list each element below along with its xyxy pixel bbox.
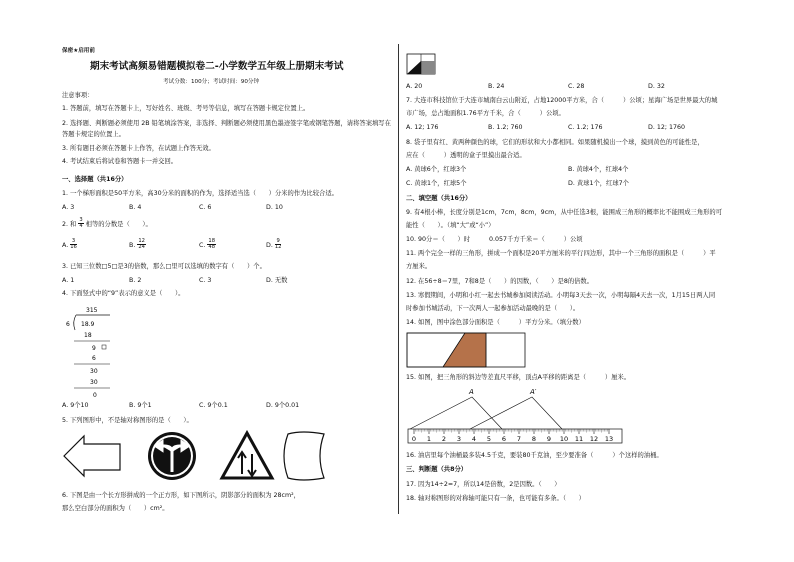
question-6-line-1: 6. 下图是由一个长方形拼成的一个正方形，如下图所示，阴影部分的面积为 28cm²， bbox=[62, 492, 300, 499]
division-step-2: 9 bbox=[92, 345, 96, 352]
question-12: 12. 在56÷8＝7里，7和8是（ ）的因数，（ ）是8的倍数。 bbox=[406, 278, 594, 285]
q3-option-d[interactable]: D. 无数 bbox=[266, 277, 288, 284]
ruler-number: 2 bbox=[441, 435, 447, 443]
question-11-line-2: 方厘米。 bbox=[406, 263, 432, 270]
q2-a-label: A. bbox=[62, 241, 69, 249]
q2-option-b[interactable] bbox=[129, 239, 146, 251]
section-fill-heading: 二、填空题（共16分） bbox=[406, 195, 472, 202]
question-9-line-1: 9. 有4根小棒，长度分别是1cm，7cm，8cm，9cm，从中任选3根，能围成三角形的概率比不能围成三角形的可 bbox=[406, 209, 723, 216]
question-13-line-2: 时参加书城活动，下一次两人一起参加活动最晚的是（ ）。 bbox=[406, 305, 580, 312]
q4-option-b[interactable]: B. 9个1 bbox=[129, 402, 152, 409]
ruler-number: 8 bbox=[531, 435, 537, 443]
q1-option-b[interactable]: B. 4 bbox=[129, 204, 142, 211]
q2-a-den: 16 bbox=[70, 244, 77, 251]
question-2 bbox=[62, 218, 152, 230]
q2-d-num: 9 bbox=[276, 238, 280, 244]
q8-option-a[interactable]: A. 黄球6个，红球3个 bbox=[406, 166, 467, 173]
column-divider bbox=[398, 44, 399, 514]
question-17: 17. 因为14÷2=7，所以14是倍数，2是因数。（ ） bbox=[406, 481, 561, 488]
q2-c-num: 18 bbox=[208, 238, 216, 244]
q6-square-figure bbox=[406, 53, 436, 75]
q2-option-d[interactable] bbox=[266, 239, 281, 251]
point-a-prime-label: A′ bbox=[530, 388, 537, 396]
question-10: 10. 90分＝（ ）时 0.057千方千米＝（ ）公顷 bbox=[406, 236, 583, 243]
q8-option-b[interactable]: B. 黄球4个，红球4个 bbox=[568, 166, 629, 173]
question-16: 16. 油店里每个油桶最多装4.5千克，要装80千克油，至少要准备（ ）个这样的油桶。 bbox=[406, 452, 663, 459]
q2-prefix: 2. 和 bbox=[62, 220, 77, 228]
q1-option-a[interactable]: A. 3 bbox=[62, 204, 75, 211]
q2-option-c[interactable] bbox=[199, 239, 216, 251]
question-18: 18. 轴对称图形的对称轴可能只有一条，也可能有多条。（ ） bbox=[406, 495, 585, 502]
q1-option-d[interactable]: D. 10 bbox=[266, 204, 283, 211]
q1-option-c[interactable]: C. 6 bbox=[199, 204, 212, 211]
notes-heading: 注意事项： bbox=[62, 92, 94, 99]
ruler-number: 9 bbox=[546, 435, 552, 443]
division-step-3: 6 bbox=[92, 355, 96, 362]
division-marker-box bbox=[102, 345, 106, 349]
question-3: 3. 已知三位数□5□是3的倍数，那么□里可以选填的数字有（ ）个。 bbox=[62, 263, 266, 270]
q4-option-c[interactable]: C. 9个0.1 bbox=[199, 402, 228, 409]
ruler-number: 6 bbox=[501, 435, 507, 443]
q2-suffix: 相等的分数是（ ）。 bbox=[85, 220, 152, 228]
division-step-1: 18 bbox=[84, 332, 92, 339]
q2-fraction bbox=[78, 218, 83, 230]
q6-option-c[interactable]: C. 28 bbox=[568, 83, 585, 90]
division-step-4: 30 bbox=[90, 368, 98, 375]
ruler-number: 11 bbox=[574, 435, 584, 443]
q2-frac-den: 4 bbox=[79, 223, 83, 230]
division-dividend: 18.9 bbox=[81, 321, 95, 328]
q4-option-a[interactable]: A. 9个10 bbox=[62, 402, 89, 409]
division-step-6: 0 bbox=[93, 392, 97, 399]
q7-option-b[interactable]: B. 1.2; 760 bbox=[488, 124, 523, 131]
q3-option-a[interactable]: A. 1 bbox=[62, 277, 75, 284]
option-b-round-sign[interactable] bbox=[148, 432, 196, 480]
section-choice-heading: 一、选择题（共16分） bbox=[62, 176, 128, 183]
question-5: 5. 下列图形中，不是轴对称图形的是（ ）。 bbox=[62, 417, 193, 424]
ruler-number: 12 bbox=[589, 435, 599, 443]
q2-c-frac bbox=[207, 239, 216, 251]
note-2: 2. 选择题、判断题必须使用 2B 铅笔填涂答案，非选择、判断题必须使用黑色墨迹签字笔或钢笔答题，请将答案填写在答题卡规定的位置上。 bbox=[62, 120, 391, 138]
ruler-number: 0 bbox=[411, 435, 417, 443]
q2-b-den: 24 bbox=[138, 244, 145, 251]
option-d-curved-figure[interactable] bbox=[284, 432, 324, 480]
option-c-triangle-sign[interactable] bbox=[222, 433, 272, 478]
q2-d-frac bbox=[275, 239, 282, 251]
q3-option-b[interactable]: B. 2 bbox=[129, 277, 142, 284]
question-8-line-2: 应在（ ）透明的盒子里摸出最合适。 bbox=[406, 152, 526, 159]
q7-option-d[interactable]: D. 12; 1760 bbox=[648, 124, 686, 131]
q14-figure bbox=[406, 332, 526, 368]
q6-option-d[interactable]: D. 32 bbox=[648, 83, 665, 90]
q2-c-label: C. bbox=[199, 241, 206, 249]
q15-ruler-figure bbox=[406, 385, 626, 445]
q2-c-den: 48 bbox=[208, 244, 216, 251]
division-divisor: 6 bbox=[66, 321, 70, 328]
division-quotient: 315 bbox=[86, 307, 98, 314]
q6-grey-rect bbox=[421, 61, 435, 74]
right-column bbox=[400, 0, 794, 562]
question-11-line-1: 11. 两个完全一样的三角形，拼成一个面积是20平方厘米的平行四边形，其中一个三角形的面积是（ ）平 bbox=[406, 250, 716, 257]
q8-option-c[interactable]: C. 黄球1个，红球5个 bbox=[406, 180, 467, 187]
question-7-line-2: 市广场，总占地面积1.76平方千米，合（ ）公顷。 bbox=[406, 110, 565, 117]
question-1: 1. 一个梯形面积是50平方米，高30分米的面积的作为，选择适当选（ ）分米的作为比较合适。 bbox=[62, 190, 338, 197]
q2-option-a[interactable] bbox=[62, 239, 77, 251]
q8-option-d[interactable]: D. 黄球1个，红球7个 bbox=[568, 180, 629, 187]
q2-b-label: B. bbox=[129, 241, 136, 249]
q7-option-a[interactable]: A. 12; 176 bbox=[406, 124, 439, 131]
q2-d-den: 12 bbox=[274, 244, 282, 251]
question-4: 4. 下面竖式中的“9”表示的意义是（ ）。 bbox=[62, 290, 185, 297]
q6-option-b[interactable]: B. 24 bbox=[488, 83, 505, 90]
question-7-line-1: 7. 大连市科技馆位于大连市城南白云山附近，占地12000平方米，合（ ）公顷；星海广场是世界最大的城 bbox=[406, 97, 718, 104]
note-1: 1. 答题前，填写在答题卡上，写好姓名、班级、考号等信息，填写在答题卡规定位置上。 bbox=[62, 105, 310, 112]
triangle-moved bbox=[470, 397, 562, 429]
confidential-mark: 保密★启用前 bbox=[62, 48, 95, 54]
q2-b-frac bbox=[137, 239, 146, 251]
q2-a-frac bbox=[70, 239, 77, 251]
ruler-number: 7 bbox=[516, 435, 522, 443]
ruler-number: 13 bbox=[604, 435, 614, 443]
q2-a-num: 3 bbox=[71, 238, 76, 244]
page-subtitle: 考试分数：100分；考试时间：90分钟 bbox=[163, 79, 260, 85]
option-a-arrow-figure[interactable] bbox=[64, 436, 120, 476]
ruler-number: 3 bbox=[456, 435, 462, 443]
triangle-original bbox=[410, 397, 502, 429]
question-13-line-1: 13. 寒假期间，小明和小红一起去书城参加阅读活动。小明每3天去一次，小明每隔4天去一次，1月15日两人同 bbox=[406, 292, 716, 299]
question-15: 15. 如图，把三角形的斜边等差直尺平移，顶点A平移的距离是（ ）厘米。 bbox=[406, 374, 631, 381]
question-9-line-2: 能性（ ）。（填“大”或“小”） bbox=[406, 222, 495, 229]
q2-d-label: D. bbox=[266, 241, 273, 249]
section-judge-heading: 三、判断题（共8分） bbox=[406, 466, 468, 473]
q3-option-c[interactable]: C. 3 bbox=[199, 277, 212, 284]
q6-option-a[interactable]: A. 20 bbox=[406, 83, 423, 90]
page-title: 期末考试高频易错题模拟卷二-小学数学五年级上册期末考试 bbox=[90, 61, 344, 72]
q4-option-d[interactable]: D. 9个0.01 bbox=[266, 402, 300, 409]
q7-option-c[interactable]: C. 1.2; 176 bbox=[568, 124, 603, 131]
q2-frac-num: 3 bbox=[79, 217, 83, 223]
point-a-label: A bbox=[469, 388, 474, 396]
question-14: 14. 如图，图中涂色部分面积是（ ）平方分米。（填分数） bbox=[406, 319, 585, 326]
division-bracket bbox=[74, 315, 76, 330]
ruler-number: 10 bbox=[559, 435, 569, 443]
ruler-number: 4 bbox=[471, 435, 477, 443]
division-step-5: 30 bbox=[90, 379, 98, 386]
q5-figures bbox=[62, 430, 332, 484]
ruler-number: 1 bbox=[426, 435, 432, 443]
question-8-line-1: 8. 袋子里有红、黄两种颜色的球，它们的形状和大小都相同。如果随机摸出一个球，摸到黄色的可能性是， bbox=[406, 139, 704, 146]
question-6-line-2: 那么空白部分的面积为（ ）cm²。 bbox=[62, 505, 169, 512]
note-4: 4. 考试结束后将试卷和答题卡一并交回。 bbox=[62, 158, 178, 165]
ruler-number: 5 bbox=[486, 435, 492, 443]
note-3: 3. 所有题目必须在答题卡上作答，在试题上作答无效。 bbox=[62, 145, 215, 152]
q2-b-num: 12 bbox=[138, 238, 145, 244]
long-division-figure bbox=[62, 304, 112, 402]
